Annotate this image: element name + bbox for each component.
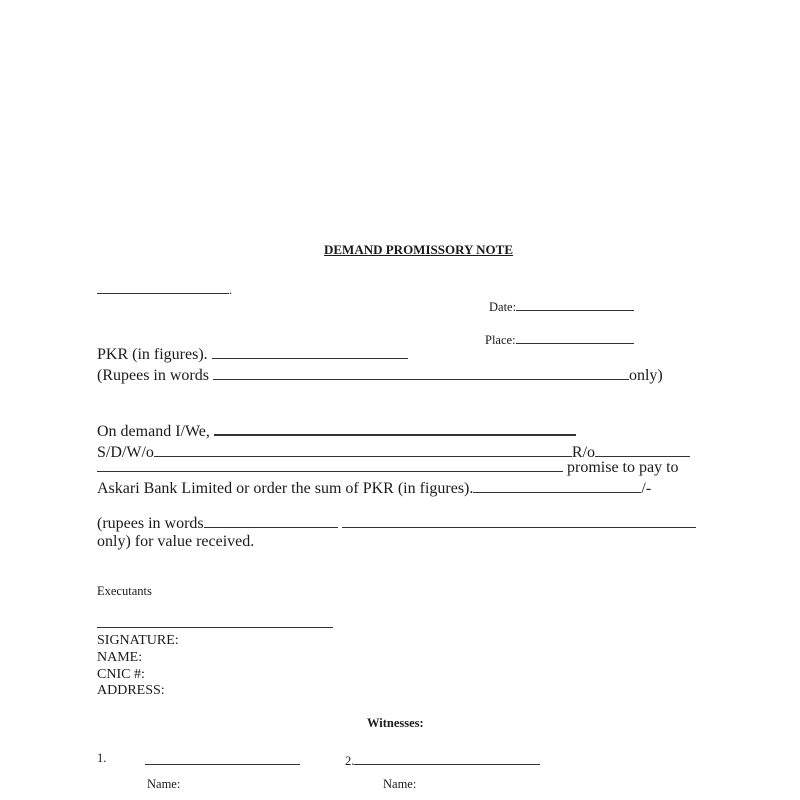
place-label: Place: [485,333,516,347]
period: . [229,283,233,297]
only-label: only) [628,367,663,384]
rupees-words2-label: (rupees in words [97,515,204,532]
witness1-line[interactable] [145,752,300,769]
rupees-words-field[interactable] [97,367,663,384]
place-field[interactable] [485,331,634,347]
askari-sum-field[interactable] [97,480,651,497]
rupees-words-label: (Rupees in words [97,367,209,384]
signature-label: SIGNATURE: [97,633,179,648]
ro-label: R/o [571,444,596,461]
askari-text: Askari Bank Limited or order the sum of PKR (in figures). [97,480,474,497]
top-blank-line[interactable] [97,281,232,297]
pkr-figures-label: PKR (in figures). [97,346,208,363]
date-label: Date: [489,300,517,314]
on-demand-field[interactable] [97,422,576,440]
witness2-field[interactable] [345,752,540,768]
signature-line[interactable] [97,615,333,632]
address-label: ADDRESS: [97,683,165,698]
cnic-label: CNIC #: [97,667,145,682]
on-demand-label: On demand I/We, [97,423,210,440]
witnesses-heading: Witnesses: [367,716,424,730]
suffix: /- [641,480,652,497]
date-field[interactable] [489,298,634,314]
document-title: DEMAND PROMISSORY NOTE [324,242,514,257]
address-line-field[interactable] [97,459,679,476]
rupees-words2-field[interactable] [97,515,696,532]
executants-label: Executants [97,584,152,598]
witness1-name-label: Name: [147,777,181,791]
promise-text: promise to pay to [567,459,679,476]
name-label: NAME: [97,650,143,665]
sdw-label: S/D/W/o [97,444,154,461]
value-received-text: only) for value received. [97,533,255,550]
witness1-number: 1. [97,751,107,765]
pkr-figures-field[interactable] [97,346,408,363]
witness2-number: 2. [345,754,355,768]
witness2-name-label: Name: [383,777,417,791]
